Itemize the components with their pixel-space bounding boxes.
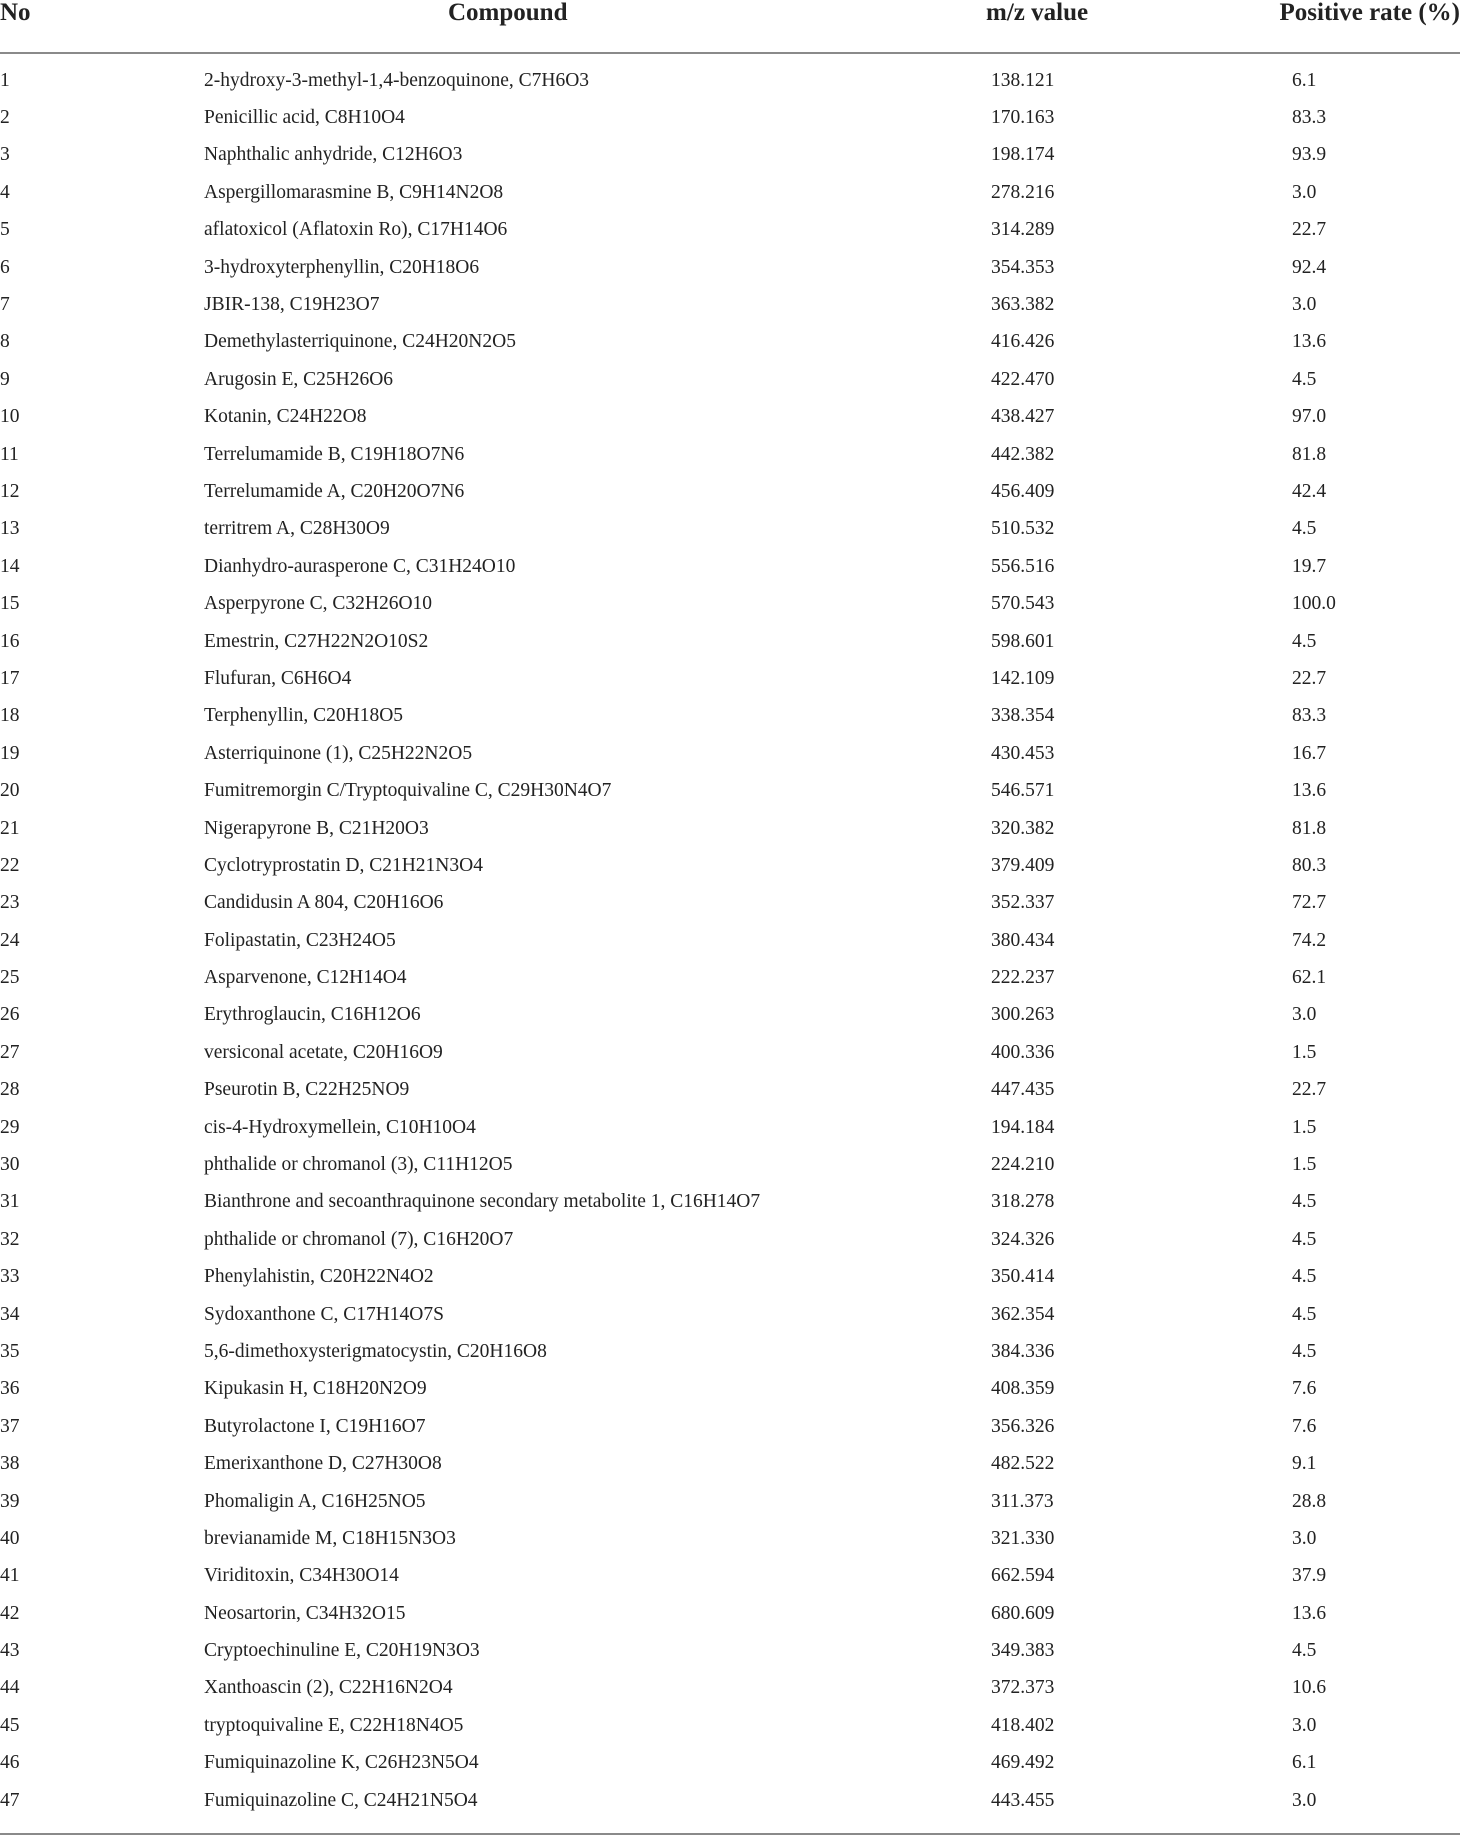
- cell-no: 2: [0, 107, 10, 129]
- cell-compound: Kipukasin H, C18H20N2O9: [204, 1378, 427, 1400]
- cell-positive-rate: 100.0: [1292, 593, 1336, 615]
- cell-no: 5: [0, 219, 10, 241]
- column-header-no: No: [0, 0, 204, 53]
- cell-compound: Erythroglaucin, C16H12O6: [204, 1004, 421, 1026]
- table-row: [0, 1595, 1460, 1632]
- table-row: [0, 361, 1460, 398]
- table-row: [0, 1259, 1460, 1296]
- cell-positive-rate: 9.1: [1292, 1453, 1317, 1475]
- cell-no: 34: [0, 1303, 20, 1325]
- table-row: [0, 1445, 1460, 1482]
- cell-positive-rate: 4.5: [1292, 630, 1317, 652]
- cell-compound: territrem A, C28H30O9: [204, 518, 390, 540]
- cell-mz-value: 372.373: [991, 1677, 1055, 1699]
- cell-positive-rate: 3.0: [1292, 1527, 1317, 1549]
- cell-positive-rate: 28.8: [1292, 1490, 1327, 1512]
- cell-no: 36: [0, 1378, 20, 1400]
- cell-no: 18: [0, 705, 20, 727]
- column-header-compound: Compound: [204, 0, 964, 53]
- cell-no: 19: [0, 742, 20, 764]
- cell-positive-rate: 3.0: [1278, 1782, 1460, 1834]
- cell-compound: 5,6-dimethoxysterigmatocystin, C20H16O8: [204, 1340, 547, 1362]
- cell-positive-rate: 3.0: [1292, 294, 1317, 316]
- table-row: [0, 885, 1460, 922]
- cell-no: 43: [0, 1640, 20, 1662]
- table-row: [0, 1632, 1460, 1669]
- table-row: [0, 922, 1460, 959]
- cell-mz-value: 314.289: [991, 219, 1055, 241]
- cell-no: 4: [0, 181, 10, 203]
- cell-no: 23: [0, 892, 20, 914]
- cell-compound: 3-hydroxyterphenyllin, C20H18O6: [204, 256, 480, 278]
- cell-compound: Xanthoascin (2), C22H16N2O4: [204, 1677, 453, 1699]
- table-row: [0, 1034, 1460, 1071]
- cell-no: 31: [0, 1191, 20, 1213]
- table-row: [0, 585, 1460, 622]
- cell-positive-rate: 13.6: [1292, 1602, 1327, 1624]
- cell-no: 14: [0, 555, 20, 577]
- cell-mz-value: 416.426: [991, 331, 1055, 353]
- cell-no: 15: [0, 593, 20, 615]
- cell-no: 40: [0, 1527, 20, 1549]
- cell-positive-rate: 4.5: [1292, 1340, 1317, 1362]
- cell-mz-value: 510.532: [991, 518, 1055, 540]
- table-row: [0, 249, 1460, 286]
- table-row: [0, 1745, 1460, 1782]
- cell-positive-rate: 74.2: [1292, 929, 1327, 951]
- cell-compound: 2-hydroxy-3-methyl-1,4-benzoquinone, C7H6O3: [204, 69, 590, 91]
- cell-mz-value: 311.373: [991, 1490, 1054, 1512]
- table-header: [0, 0, 1460, 53]
- cell-compound: Asperpyrone C, C32H26O10: [204, 593, 433, 615]
- cell-compound: Bianthrone and secoanthraquinone secondary metabolite 1, C16H14O7: [204, 1191, 761, 1213]
- cell-mz-value: 362.354: [991, 1303, 1055, 1325]
- cell-positive-rate: 22.7: [1292, 1079, 1327, 1101]
- cell-no: 29: [0, 1116, 20, 1138]
- cell-no: 21: [0, 817, 20, 839]
- cell-mz-value: 320.382: [991, 817, 1055, 839]
- cell-positive-rate: 4.5: [1292, 1266, 1317, 1288]
- cell-positive-rate: 80.3: [1292, 854, 1327, 876]
- cell-no: 44: [0, 1677, 20, 1699]
- cell-mz-value: 570.543: [991, 593, 1055, 615]
- cell-no: 38: [0, 1453, 20, 1475]
- cell-no: 25: [0, 967, 20, 989]
- cell-mz-value: 546.571: [991, 780, 1055, 802]
- table-row: [0, 1520, 1460, 1557]
- cell-mz-value: 354.353: [991, 256, 1055, 278]
- cell-no: 12: [0, 480, 20, 502]
- cell-positive-rate: 19.7: [1292, 555, 1327, 577]
- cell-positive-rate: 6.1: [1292, 69, 1317, 91]
- table-row: [0, 959, 1460, 996]
- cell-positive-rate: 93.9: [1292, 144, 1327, 166]
- cell-compound: Viriditoxin, C34H30O14: [204, 1565, 399, 1587]
- cell-mz-value: 443.455: [964, 1782, 1278, 1834]
- cell-positive-rate: 3.0: [1292, 1004, 1317, 1026]
- cell-compound: Emestrin, C27H22N2O10S2: [204, 630, 429, 652]
- table-row: [0, 997, 1460, 1034]
- table-row: [0, 1483, 1460, 1520]
- cell-mz-value: 194.184: [991, 1116, 1055, 1138]
- cell-compound: Pseurotin B, C22H25NO9: [204, 1079, 410, 1101]
- cell-no: 22: [0, 854, 20, 876]
- cell-no: 46: [0, 1752, 20, 1774]
- cell-positive-rate: 4.5: [1292, 1191, 1317, 1213]
- table-row: [0, 473, 1460, 510]
- cell-compound: Phomaligin A, C16H25NO5: [204, 1490, 426, 1512]
- cell-no: 42: [0, 1602, 20, 1624]
- cell-no: 33: [0, 1266, 20, 1288]
- table-row: [0, 1707, 1460, 1744]
- cell-no: 1: [0, 69, 10, 91]
- table-row: [0, 1184, 1460, 1221]
- cell-mz-value: 442.382: [991, 443, 1055, 465]
- cell-no: 11: [0, 443, 19, 465]
- cell-compound: Nigerapyrone B, C21H20O3: [204, 817, 429, 839]
- cell-mz-value: 321.330: [991, 1527, 1055, 1549]
- cell-no: 27: [0, 1041, 20, 1063]
- table-row: [0, 324, 1460, 361]
- table-row: [0, 137, 1460, 174]
- table-row: [0, 212, 1460, 249]
- cell-mz-value: 408.359: [991, 1378, 1055, 1400]
- cell-no: 32: [0, 1228, 20, 1250]
- cell-positive-rate: 7.6: [1292, 1415, 1317, 1437]
- cell-positive-rate: 83.3: [1292, 705, 1327, 727]
- cell-positive-rate: 16.7: [1292, 742, 1327, 764]
- cell-no: 6: [0, 256, 10, 278]
- cell-mz-value: 680.609: [991, 1602, 1055, 1624]
- cell-compound: Emerixanthone D, C27H30O8: [204, 1453, 442, 1475]
- cell-no: 20: [0, 780, 20, 802]
- cell-compound: Sydoxanthone C, C17H14O7S: [204, 1303, 444, 1325]
- cell-mz-value: 138.121: [991, 69, 1055, 91]
- cell-positive-rate: 4.5: [1292, 1303, 1317, 1325]
- cell-mz-value: 469.492: [991, 1752, 1055, 1774]
- cell-no: 30: [0, 1154, 20, 1176]
- cell-no: 3: [0, 144, 10, 166]
- cell-positive-rate: 7.6: [1292, 1378, 1317, 1400]
- cell-positive-rate: 92.4: [1292, 256, 1327, 278]
- cell-positive-rate: 4.5: [1292, 518, 1317, 540]
- cell-compound: Phenylahistin, C20H22N4O2: [204, 1266, 434, 1288]
- cell-no: 24: [0, 929, 20, 951]
- cell-mz-value: 662.594: [991, 1565, 1055, 1587]
- cell-mz-value: 222.237: [991, 967, 1055, 989]
- table-row: [0, 399, 1460, 436]
- table-row: [0, 1371, 1460, 1408]
- cell-mz-value: 384.336: [991, 1340, 1055, 1362]
- cell-no: 35: [0, 1340, 20, 1362]
- cell-compound: versiconal acetate, C20H16O9: [204, 1041, 443, 1063]
- cell-compound: cis-4-Hydroxymellein, C10H10O4: [204, 1116, 476, 1138]
- cell-no: 39: [0, 1490, 20, 1512]
- table-row: [0, 1782, 1460, 1834]
- cell-compound: Fumiquinazoline C, C24H21N5O4: [204, 1782, 964, 1834]
- cell-positive-rate: 22.7: [1292, 667, 1327, 689]
- cell-mz-value: 482.522: [991, 1453, 1055, 1475]
- cell-mz-value: 224.210: [991, 1154, 1055, 1176]
- cell-compound: tryptoquivaline E, C22H18N4O5: [204, 1714, 464, 1736]
- table-row: [0, 847, 1460, 884]
- cell-positive-rate: 3.0: [1292, 181, 1317, 203]
- cell-compound: Cryptoechinuline E, C20H19N3O3: [204, 1640, 480, 1662]
- cell-positive-rate: 1.5: [1292, 1154, 1317, 1176]
- cell-mz-value: 198.174: [991, 144, 1055, 166]
- cell-mz-value: 456.409: [991, 480, 1055, 502]
- cell-positive-rate: 6.1: [1292, 1752, 1317, 1774]
- cell-positive-rate: 37.9: [1292, 1565, 1327, 1587]
- cell-no: 47: [0, 1782, 204, 1834]
- cell-mz-value: 438.427: [991, 406, 1055, 428]
- cell-no: 9: [0, 368, 10, 390]
- table-row: [0, 623, 1460, 660]
- cell-compound: Terrelumamide B, C19H18O7N6: [204, 443, 465, 465]
- cell-no: 16: [0, 630, 20, 652]
- table-row: [0, 810, 1460, 847]
- cell-mz-value: 379.409: [991, 854, 1055, 876]
- cell-mz-value: 350.414: [991, 1266, 1055, 1288]
- cell-compound: aflatoxicol (Aflatoxin Ro), C17H14O6: [204, 219, 508, 241]
- cell-compound: Terphenyllin, C20H18O5: [204, 705, 404, 727]
- cell-mz-value: 418.402: [991, 1714, 1055, 1736]
- cell-compound: Fumiquinazoline K, C26H23N5O4: [204, 1752, 479, 1774]
- table-row: [0, 660, 1460, 697]
- table-row: [0, 1670, 1460, 1707]
- cell-mz-value: 318.278: [991, 1191, 1055, 1213]
- cell-mz-value: 400.336: [991, 1041, 1055, 1063]
- cell-compound: phthalide or chromanol (7), C16H20O7: [204, 1228, 514, 1250]
- cell-mz-value: 598.601: [991, 630, 1055, 652]
- cell-mz-value: 447.435: [991, 1079, 1055, 1101]
- cell-positive-rate: 4.5: [1292, 1640, 1317, 1662]
- table-row: [0, 1296, 1460, 1333]
- cell-mz-value: 338.354: [991, 705, 1055, 727]
- cell-no: 37: [0, 1415, 20, 1437]
- cell-positive-rate: 97.0: [1292, 406, 1327, 428]
- table-row: [0, 99, 1460, 136]
- cell-mz-value: 300.263: [991, 1004, 1055, 1026]
- table-row: [0, 53, 1460, 99]
- cell-mz-value: 556.516: [991, 555, 1055, 577]
- cell-compound: Aspergillomarasmine B, C9H14N2O8: [204, 181, 504, 203]
- cell-mz-value: 278.216: [991, 181, 1055, 203]
- table-row: [0, 436, 1460, 473]
- cell-positive-rate: 13.6: [1292, 331, 1327, 353]
- table-row: [0, 548, 1460, 585]
- cell-compound: Neosartorin, C34H32O15: [204, 1602, 406, 1624]
- cell-mz-value: 142.109: [991, 667, 1055, 689]
- cell-positive-rate: 4.5: [1292, 368, 1317, 390]
- table-row: [0, 698, 1460, 735]
- cell-mz-value: 356.326: [991, 1415, 1055, 1437]
- cell-mz-value: 170.163: [991, 107, 1055, 129]
- cell-compound: Asterriquinone (1), C25H22N2O5: [204, 742, 473, 764]
- cell-compound: Flufuran, C6H6O4: [204, 667, 352, 689]
- cell-no: 28: [0, 1079, 20, 1101]
- cell-compound: Naphthalic anhydride, C12H6O3: [204, 144, 463, 166]
- cell-positive-rate: 42.4: [1292, 480, 1327, 502]
- table-row: [0, 1408, 1460, 1445]
- cell-no: 10: [0, 406, 20, 428]
- cell-compound: Asparvenone, C12H14O4: [204, 967, 407, 989]
- cell-compound: Fumitremorgin C/Tryptoquivaline C, C29H30N4O7: [204, 780, 612, 802]
- cell-positive-rate: 10.6: [1292, 1677, 1327, 1699]
- table-row: [0, 1109, 1460, 1146]
- cell-compound: phthalide or chromanol (3), C11H12O5: [204, 1154, 513, 1176]
- cell-no: 17: [0, 667, 20, 689]
- cell-positive-rate: 1.5: [1292, 1041, 1317, 1063]
- cell-mz-value: 349.383: [991, 1640, 1055, 1662]
- cell-no: 41: [0, 1565, 20, 1587]
- table-row: [0, 174, 1460, 211]
- column-header-mz: m/z value: [964, 0, 1278, 53]
- cell-positive-rate: 62.1: [1292, 967, 1327, 989]
- cell-mz-value: 380.434: [991, 929, 1055, 951]
- cell-compound: Dianhydro-aurasperone C, C31H24O10: [204, 555, 516, 577]
- cell-compound: Demethylasterriquinone, C24H20N2O5: [204, 331, 516, 353]
- cell-positive-rate: 4.5: [1292, 1228, 1317, 1250]
- cell-compound: Kotanin, C24H22O8: [204, 406, 367, 428]
- cell-mz-value: 352.337: [991, 892, 1055, 914]
- header-row: [0, 0, 1460, 53]
- cell-compound: Penicillic acid, C8H10O4: [204, 107, 405, 129]
- cell-no: 7: [0, 294, 10, 316]
- cell-positive-rate: 13.6: [1292, 780, 1327, 802]
- column-header-positive-rate: Positive rate (%): [1278, 0, 1460, 53]
- cell-mz-value: 422.470: [991, 368, 1055, 390]
- table-row: [0, 735, 1460, 772]
- cell-positive-rate: 81.8: [1292, 443, 1327, 465]
- cell-compound: Arugosin E, C25H26O6: [204, 368, 394, 390]
- table-row: [0, 511, 1460, 548]
- cell-mz-value: 430.453: [991, 742, 1055, 764]
- cell-positive-rate: 83.3: [1292, 107, 1327, 129]
- table-row: [0, 1333, 1460, 1370]
- cell-compound: JBIR-138, C19H23O7: [204, 294, 380, 316]
- table-row: [0, 1072, 1460, 1109]
- cell-compound: Folipastatin, C23H24O5: [204, 929, 396, 951]
- cell-no: 26: [0, 1004, 20, 1026]
- table-row: [0, 1146, 1460, 1183]
- cell-compound: Candidusin A 804, C20H16O6: [204, 892, 444, 914]
- cell-positive-rate: 3.0: [1292, 1714, 1317, 1736]
- table-row: [0, 1558, 1460, 1595]
- cell-compound: Cyclotryprostatin D, C21H21N3O4: [204, 854, 483, 876]
- table-row: [0, 286, 1460, 323]
- table-body: [0, 53, 1460, 1834]
- table-row: [0, 772, 1460, 809]
- cell-no: 45: [0, 1714, 20, 1736]
- cell-compound: brevianamide M, C18H15N3O3: [204, 1527, 456, 1549]
- cell-no: 13: [0, 518, 20, 540]
- cell-mz-value: 363.382: [991, 294, 1055, 316]
- cell-compound: Butyrolactone I, C19H16O7: [204, 1415, 426, 1437]
- cell-positive-rate: 72.7: [1292, 892, 1327, 914]
- cell-no: 8: [0, 331, 10, 353]
- cell-positive-rate: 1.5: [1292, 1116, 1317, 1138]
- table-row: [0, 1221, 1460, 1258]
- cell-mz-value: 324.326: [991, 1228, 1055, 1250]
- cell-positive-rate: 22.7: [1292, 219, 1327, 241]
- cell-compound: Terrelumamide A, C20H20O7N6: [204, 480, 465, 502]
- cell-positive-rate: 81.8: [1292, 817, 1327, 839]
